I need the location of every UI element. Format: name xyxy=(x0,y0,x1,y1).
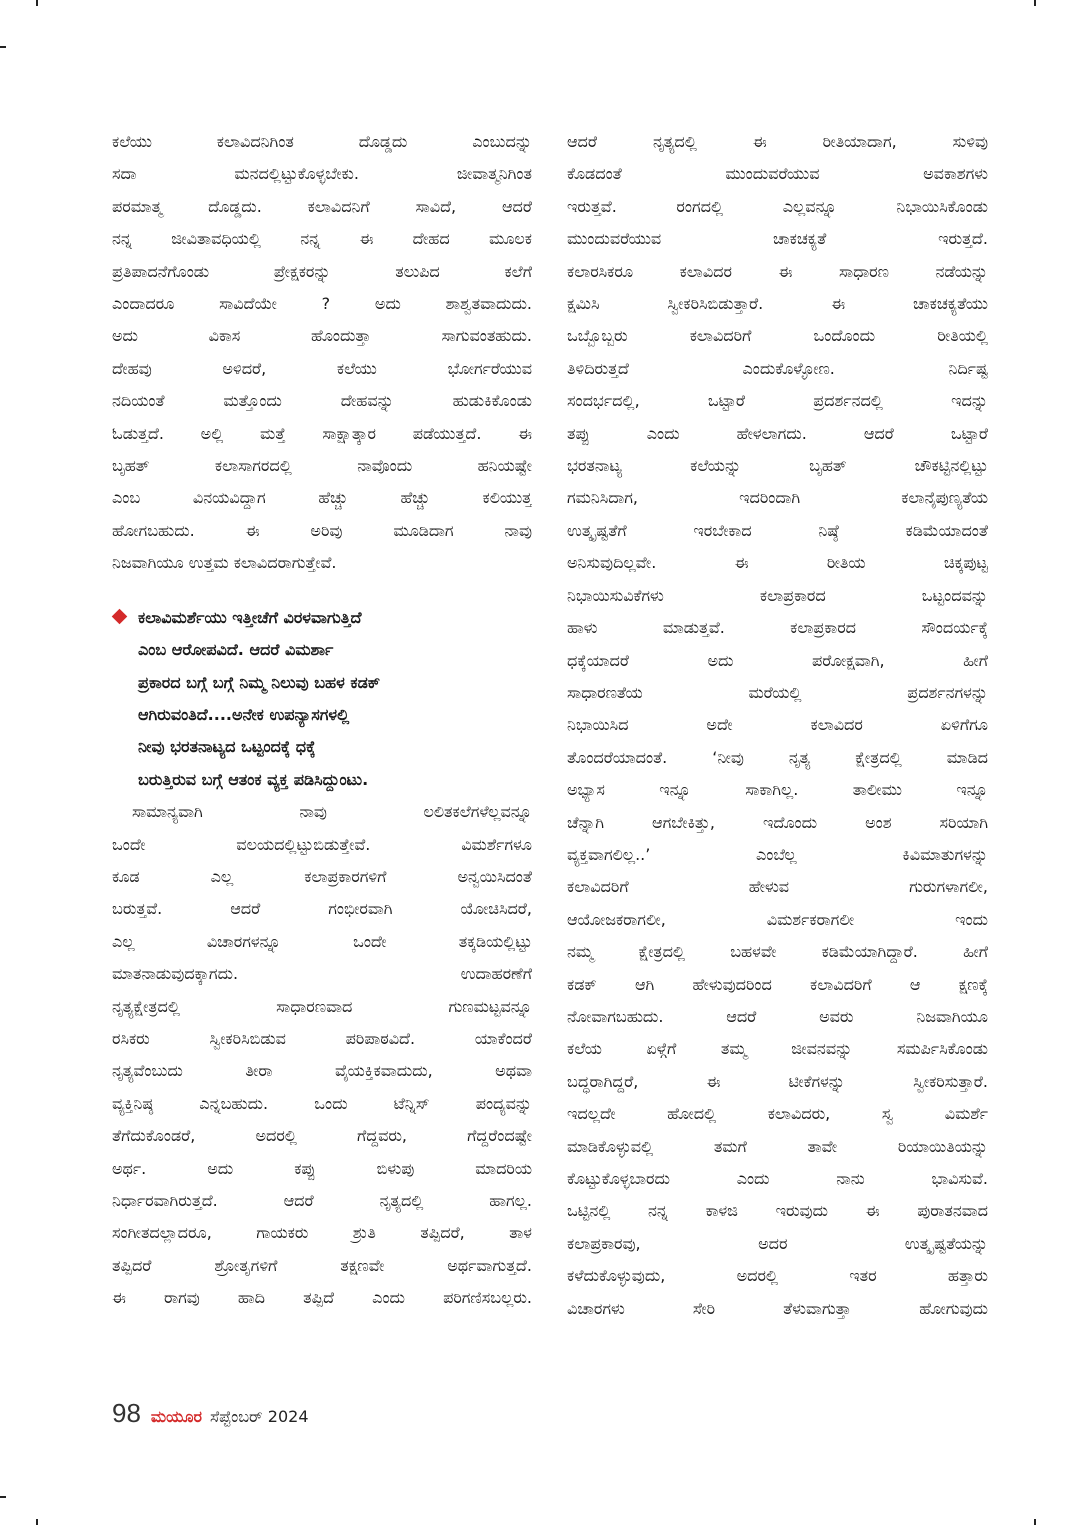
text-line: ಹಾಳು ಮಾಡುತ್ತವೆ. ಕಲಾಪ್ರಕಾರದ ಸೌಂದರ್ಯಕ್ಕೆ xyxy=(567,618,988,638)
text-line: ನೋವಾಗಬಹುದು. ಆದರೆ ಅವರು ನಿಜವಾಗಿಯೂ xyxy=(567,1006,988,1026)
text-line: ಮಾತನಾಡುವುದಕ್ಕಾಗದು. ಉದಾಹರಣೆಗೆ xyxy=(112,964,532,984)
text-line: ವಿಚಾರಗಳು ಸೇರಿ ತೆಳುವಾಗುತ್ತಾ ಹೋಗುವುದು xyxy=(567,1298,988,1318)
crop-mark xyxy=(1034,1519,1036,1525)
paragraph xyxy=(112,126,532,580)
left-column xyxy=(112,126,532,1315)
text-line: ಪರಮಾತ್ಮ ದೊಡ್ಡದು. ಕಲಾವಿದನಿಗೆ ಸಾವಿದೆ, ಆದರೆ xyxy=(112,196,532,216)
text-line: ತೊಂದರೆಯಾದಂತೆ. ‘ನೀವು ನೃತ್ಯ ಕ್ಷೇತ್ರದಲ್ಲಿ ಮಾಡಿದ xyxy=(567,747,988,767)
interview-question xyxy=(112,602,532,796)
text-line: ನಿಭಾಯಿಸುವಿಕೆಗಳು ಕಲಾಪ್ರಕಾರದ ಒಟ್ಟಂದವನ್ನು xyxy=(567,585,988,605)
text-line: ಸಾಮಾನ್ಯವಾಗಿ ನಾವು ಲಲಿತಕಲೆಗಳೆಲ್ಲವನ್ನೂ xyxy=(132,802,532,822)
paragraph xyxy=(567,126,988,1325)
text-line: ಆದರೆ ನೃತ್ಯದಲ್ಲಿ ಈ ರೀತಿಯಾದಾಗ, ಸುಳಿವು xyxy=(567,132,988,151)
text-line: ನಿರ್ಧಾರವಾಗಿರುತ್ತದೆ. ಆದರೆ ನೃತ್ಯದಲ್ಲಿ ಹಾಗಲ್ಲ. xyxy=(112,1191,532,1210)
text-line: ಕಲಾಪ್ರಕಾರವು, ಅದರ ಉತ್ಕೃಷ್ಟತೆಯನ್ನು xyxy=(567,1233,988,1253)
text-line: ಸಾಧಾರಣತೆಯ ಮರೆಯಲ್ಲಿ ಪ್ರದರ್ಶನಗಳನ್ನು xyxy=(567,682,988,702)
text-line: ಕಲಾವಿದರಿಗೆ ಹೇಳುವ ಗುರುಗಳಾಗಲೀ, xyxy=(567,877,988,897)
text-line: ದೇಹವು ಅಳಿದರೆ, ಕಲೆಯು ಭೋರ್ಗರೆಯುವ xyxy=(112,358,532,378)
text-line: ಇರುತ್ತವೆ. ರಂಗದಲ್ಲಿ ಎಲ್ಲವನ್ನೂ ನಿಭಾಯಿಸಿಕೊಂಡು xyxy=(567,196,988,216)
question-line: ಬರುತ್ತಿರುವ ಬಗ್ಗೆ ಆತಂಕ ವ್ಯಕ್ತ ಪಡಿಸಿದ್ದುಂಟು. xyxy=(138,769,369,789)
text-line: ಅನಿಸುವುದಿಲ್ಲವೇ. ಈ ರೀತಿಯ ಚಿಕ್ಕಪುಟ್ಟ xyxy=(567,553,988,573)
text-line: ಚೆನ್ನಾಗಿ ಆಗಬೇಕಿತ್ತು, ಇದೊಂದು ಅಂಶ ಸರಿಯಾಗಿ xyxy=(567,812,988,832)
question-line: ನೀವು ಭರತನಾಟ್ಯದ ಒಟ್ಟಂದಕ್ಕೆ ಧಕ್ಕೆ xyxy=(138,737,316,757)
issue-date: ಸೆಪ್ಟೆಂಬರ್ 2024 xyxy=(209,1407,309,1426)
text-line: ನದಿಯಂತೆ ಮತ್ತೊಂದು ದೇಹವನ್ನು ಹುಡುಕಿಕೊಂಡು xyxy=(112,391,532,411)
text-line: ಓಡುತ್ತದೆ. ಅಲ್ಲಿ ಮತ್ತೆ ಸಾಕ್ಷಾತ್ಕಾರ ಪಡೆಯುತ್ತದೆ. ಈ xyxy=(112,423,532,443)
text-line: ಸಂದರ್ಭದಲ್ಲಿ, ಒಟ್ಟಾರೆ ಪ್ರದರ್ಶನದಲ್ಲಿ ಇದನ್ನು xyxy=(567,391,988,411)
question-line: ಪ್ರಕಾರದ ಬಗ್ಗೆ ಬಗ್ಗೆ ನಿಮ್ಮ ನಿಲುವು ಬಹಳ ಕಡಕ್ xyxy=(138,672,381,692)
text-line: ಕೂಡ ಎಲ್ಲ ಕಲಾಪ್ರಕಾರಗಳಿಗೆ ಅನ್ವಯಿಸಿದಂತೆ xyxy=(112,866,532,886)
text-line: ಸದಾ ಮನದಲ್ಲಿಟ್ಟುಕೊಳ್ಳಬೇಕು. ಜೀವಾತ್ಮನಿಗಿಂತ xyxy=(112,164,532,184)
text-line: ಈ ರಾಗವು ಹಾದಿ ತಪ್ಪಿದೆ ಎಂದು ಪರಿಗಣಿಸಬಲ್ಲರು. xyxy=(112,1288,532,1308)
text-line: ವ್ಯಕ್ತಿನಿಷ್ಠ ಎನ್ನಬಹುದು. ಒಂದು ಟೆನ್ನಿಸ್ ಪಂದ್ಯವನ್ನು xyxy=(112,1093,532,1113)
question-line: ಎಂಬ ಆರೋಪವಿದೆ. ಆದರೆ ವಿಮರ್ಶಾ xyxy=(138,640,334,660)
text-line: ಕೊಡದಂತೆ ಮುಂದುವರೆಯುವ ಅವಕಾಶಗಳು xyxy=(567,164,988,184)
text-line: ಒಬ್ಬೊಬ್ಬರು ಕಲಾವಿದರಿಗೆ ಒಂದೊಂದು ರೀತಿಯಲ್ಲಿ xyxy=(567,326,988,346)
text-line: ಗಮನಿಸಿದಾಗ, ಇದರಿಂದಾಗಿ ಕಲಾನೈಪುಣ್ಯತೆಯ xyxy=(567,488,988,508)
text-line: ಎಂಬ ವಿನಯವಿದ್ದಾಗ ಹೆಚ್ಚು ಹೆಚ್ಚು ಕಲಿಯುತ್ತ xyxy=(112,488,532,508)
text-line: ನನ್ನ ಜೀವಿತಾವಧಿಯಲ್ಲಿ ನನ್ನ ಈ ದೇಹದ ಮೂಲಕ xyxy=(112,229,532,249)
question-line: ಕಲಾವಿಮರ್ಶೆಯು ಇತ್ತೀಚೆಗೆ ವಿರಳವಾಗುತ್ತಿದೆ xyxy=(138,607,362,627)
text-line: ನಿಜವಾಗಿಯೂ ಉತ್ತಮ ಕಲಾವಿದರಾಗುತ್ತೇವೆ. xyxy=(112,553,337,573)
text-line: ಮುಂದುವರೆಯುವ ಚಾಕಚಕ್ಯತೆ ಇರುತ್ತದೆ. xyxy=(567,229,988,249)
text-line: ಹೋಗಬಹುದು. ಈ ಅರಿವು ಮೂಡಿದಾಗ ನಾವು xyxy=(112,520,532,540)
text-line: ಅಭ್ಯಾಸ ಇನ್ನೂ ಸಾಕಾಗಿಲ್ಲ. ತಾಲೀಮು ಇನ್ನೂ xyxy=(567,780,988,800)
right-column xyxy=(567,126,988,1325)
text-line: ಎಂದಾದರೂ ಸಾವಿದೆಯೇ ? ಅದು ಶಾಶ್ವತವಾದುದು. xyxy=(112,294,532,314)
page-number: 98 xyxy=(112,1398,141,1428)
text-line: ಮಾಡಿಕೊಳ್ಳುವಲ್ಲಿ ತಮಗೆ ತಾವೇ ರಿಯಾಯಿತಿಯನ್ನು xyxy=(567,1136,988,1156)
crop-mark xyxy=(1034,0,1036,6)
text-line: ಕ್ಷಮಿಸಿ ಸ್ವೀಕರಿಸಿಬಿಡುತ್ತಾರೆ. ಈ ಚಾಕಚಕ್ಯತೆಯು xyxy=(567,294,988,314)
text-line: ಕಲೆಯ ಏಳ್ಗೆಗೆ ತಮ್ಮ ಜೀವನವನ್ನು ಸಮರ್ಪಿಸಿಕೊಂಡು xyxy=(567,1039,988,1059)
text-line: ಅರ್ಥ. ಅದು ಕಪ್ಪು ಬಿಳುಪು ಮಾದರಿಯ xyxy=(112,1158,532,1178)
text-line: ಬದ್ಧರಾಗಿದ್ದರೆ, ಈ ಟೀಕೆಗಳನ್ನು ಸ್ವೀಕರಿಸುತ್ತಾರೆ. xyxy=(567,1071,988,1091)
text-line: ಒಟ್ಟಿನಲ್ಲಿ ನನ್ನ ಕಾಳಜಿ ಇರುವುದು ಈ ಪುರಾತನವಾದ xyxy=(567,1201,988,1221)
text-line: ಅದು ವಿಕಾಸ ಹೊಂದುತ್ತಾ ಸಾಗುವಂತಹುದು. xyxy=(112,326,532,346)
text-line: ನಮ್ಮ ಕ್ಷೇತ್ರದಲ್ಲಿ ಬಹಳವೇ ಕಡಿಮೆಯಾಗಿದ್ದಾರೆ. ಹೀಗೆ xyxy=(567,942,988,962)
page-footer xyxy=(112,1398,309,1429)
text-line: ತಿಳಿದಿರುತ್ತದೆ ಎಂದುಕೊಳ್ಳೋಣ. ನಿರ್ದಿಷ್ಟ xyxy=(567,358,988,378)
diamond-bullet-icon xyxy=(112,608,128,624)
text-line: ತಪ್ಪು ಎಂದು ಹೇಳಲಾಗದು. ಆದರೆ ಒಟ್ಟಾರೆ xyxy=(567,423,988,443)
text-line: ಕಲೆಯು ಕಲಾವಿದನಿಗಿಂತ ದೊಡ್ಡದು ಎಂಬುದನ್ನು xyxy=(112,132,532,151)
text-line: ಧಕ್ಕೆಯಾದರೆ ಅದು ಪರೋಕ್ಷವಾಗಿ, ಹೀಗೆ xyxy=(567,650,988,670)
paragraph xyxy=(112,796,532,1315)
text-line: ನೃತ್ಯವೆಂಬುದು ತೀರಾ ವೈಯಕ್ತಿಕವಾದುದು, ಅಥವಾ xyxy=(112,1061,532,1081)
text-line: ವ್ಯಕ್ತವಾಗಲಿಲ್ಲ..’ ಎಂಬೆಲ್ಲ ಕಿವಿಮಾತುಗಳನ್ನು xyxy=(567,844,988,864)
crop-mark xyxy=(36,1519,38,1525)
text-line: ಬೃಹತ್ ಕಲಾಸಾಗರದಲ್ಲಿ ನಾವೊಂದು ಹನಿಯಷ್ಟೇ xyxy=(112,456,532,476)
text-line: ಕಲಾರಸಿಕರೂ ಕಲಾವಿದರ ಈ ಸಾಧಾರಣ ನಡೆಯನ್ನು xyxy=(567,261,988,281)
text-line: ತಪ್ಪಿದರೆ ಶ್ರೋತೃಗಳಿಗೆ ತಕ್ಷಣವೇ ಅರ್ಥವಾಗುತ್ತದೆ. xyxy=(112,1255,532,1275)
text-line: ಇದಲ್ಲದೇ ಹೋದಲ್ಲಿ ಕಲಾವಿದರು, ಸ್ವ ವಿಮರ್ಶೆ xyxy=(567,1104,988,1124)
text-line: ನೃತ್ಯಕ್ಷೇತ್ರದಲ್ಲಿ ಸಾಧಾರಣವಾದ ಗುಣಮಟ್ಟವನ್ನೂ xyxy=(112,996,532,1016)
text-line: ರಸಿಕರು ಸ್ವೀಕರಿಸಿಬಿಡುವ ಪರಿಪಾಠವಿದೆ. ಯಾಕೆಂದರೆ xyxy=(112,1028,532,1048)
text-line: ಉತ್ಕೃಷ್ಟತೆಗೆ ಇರಬೇಕಾದ ನಿಷ್ಠೆ ಕಡಿಮೆಯಾದಂತೆ xyxy=(567,520,988,540)
text-line: ಆಯೋಜಕರಾಗಲೀ, ವಿಮರ್ಶಕರಾಗಲೀ ಇಂದು xyxy=(567,909,988,929)
text-line: ಸಂಗೀತದಲ್ಲಾದರೂ, ಗಾಯಕರು ಶ್ರುತಿ ತಪ್ಪಿದರೆ, ತಾಳ xyxy=(112,1223,532,1243)
text-line: ಒಂದೇ ವಲಯದಲ್ಲಿಟ್ಟುಬಿಡುತ್ತೇವೆ. ವಿಮರ್ಶೆಗಳೂ xyxy=(112,834,532,854)
crop-mark xyxy=(36,0,38,6)
text-line: ನಿಭಾಯಿಸಿದ ಅದೇ ಕಲಾವಿದರ ಏಳಿಗೆಗೂ xyxy=(567,715,988,735)
text-line: ಎಲ್ಲ ವಿಚಾರಗಳನ್ನೂ ಒಂದೇ ತಕ್ಕಡಿಯಲ್ಲಿಟ್ಟು xyxy=(112,931,532,951)
text-line: ಕಡಕ್ ಆಗಿ ಹೇಳುವುದರಿಂದ ಕಲಾವಿದರಿಗೆ ಆ ಕ್ಷಣಕ್ಕೆ xyxy=(567,974,988,994)
crop-mark xyxy=(0,46,6,48)
text-line: ಭರತನಾಟ್ಯ ಕಲೆಯನ್ನು ಬೃಹತ್ ಚೌಕಟ್ಟಿನಲ್ಲಿಟ್ಟು xyxy=(567,456,988,476)
text-line: ಕೊಟ್ಟುಕೊಳ್ಳಬಾರದು ಎಂದು ನಾನು ಭಾವಿಸುವೆ. xyxy=(567,1169,988,1188)
text-line: ಬರುತ್ತವೆ. ಆದರೆ ಗಂಭೀರವಾಗಿ ಯೋಚಿಸಿದರೆ, xyxy=(112,899,532,919)
crop-mark xyxy=(0,1496,6,1498)
question-line: ಆಗಿರುವಂತಿದೆ....ಅನೇಕ ಉಪನ್ಯಾಸಗಳಲ್ಲಿ xyxy=(138,704,350,724)
text-line: ಕಳೆದುಕೊಳ್ಳುವುದು, ಅದರಲ್ಲಿ ಇತರ ಹತ್ತಾರು xyxy=(567,1266,988,1286)
text-line: ತೆಗೆದುಕೊಂಡರೆ, ಅದರಲ್ಲಿ ಗೆದ್ದವರು, ಗೆದ್ದರೆಂದಷ್ಟೇ xyxy=(112,1126,532,1146)
text-line: ಪ್ರತಿಪಾದನೆಗೊಂಡು ಪ್ರೇಕ್ಷಕರನ್ನು ತಲುಪಿದ ಕಲೆಗೆ xyxy=(112,261,532,281)
magazine-logo: ಮಯೂರ xyxy=(150,1407,202,1426)
